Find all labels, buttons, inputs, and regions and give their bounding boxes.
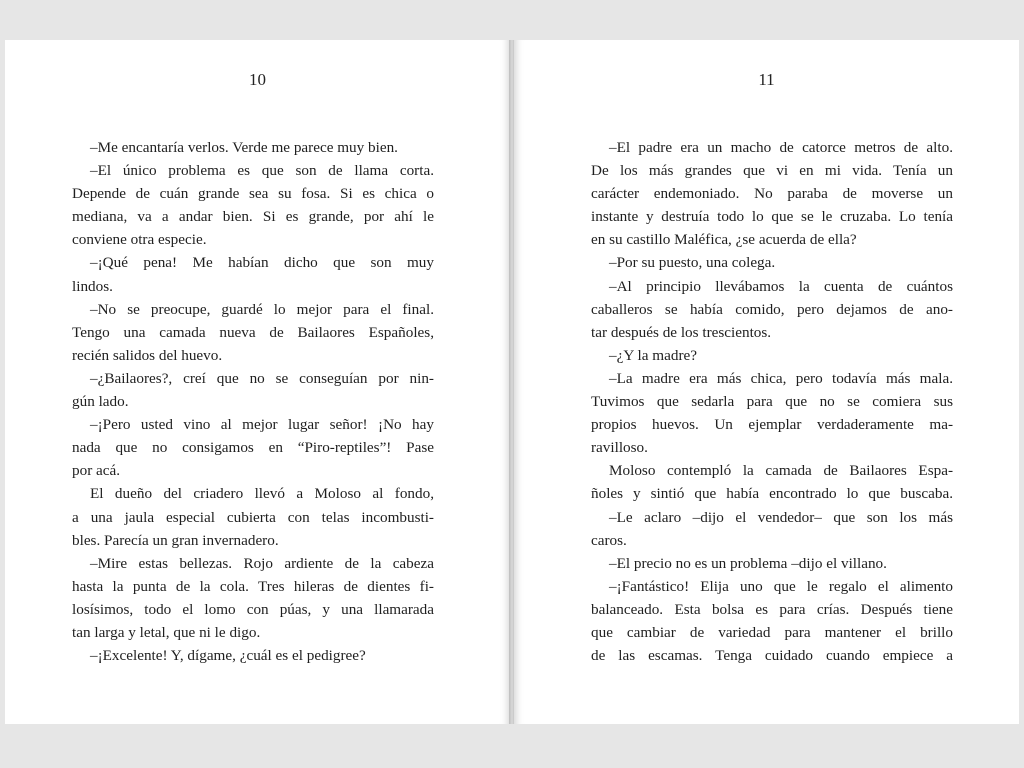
text-line: Depende de cuán grande sea su fosa. Si es chica o [72, 185, 434, 203]
text-line: gún lado. [72, 393, 129, 411]
text-line: –El precio no es un problema –dijo el villano. [609, 554, 887, 572]
text-line: balanceado. Esta bolsa es para crías. Después tiene [591, 600, 953, 618]
text-line: bles. Parecía un gran invernadero. [72, 531, 279, 549]
text-line: Tuvimos que sedarla para que no se comiera sus [591, 393, 953, 411]
left-page[interactable] [5, 40, 510, 724]
text-line: El dueño del criadero llevó a Moloso al fondo, [90, 485, 434, 503]
text-line: –Mire estas bellezas. Rojo ardiente de la cabeza [90, 554, 434, 572]
text-line: –¿Y la madre? [609, 346, 697, 364]
text-line: ñoles y sintió que había encontrado lo que buscaba. [591, 485, 953, 503]
text-line: mediana, va a andar bien. Si es grande, por ahí le [72, 208, 434, 226]
text-line: –Al principio llevábamos la cuenta de cuántos [609, 277, 953, 295]
text-line: –¡Pero usted vino al mejor lugar señor! ¡No hay [90, 416, 434, 434]
text-line: tar después de los trescientos. [591, 323, 772, 341]
right-page[interactable] [514, 40, 1019, 724]
left-page-text [72, 136, 434, 667]
text-line: –Por su puesto, una colega. [609, 254, 776, 272]
text-line: ravilloso. [591, 439, 648, 457]
text-line: instante y destruía todo lo que se le cruzaba. Lo tenía [591, 208, 953, 226]
text-line: –El único problema es que son de llama corta. [90, 162, 434, 180]
text-line: nada que no consigamos en “Piro-reptiles”! Pase [72, 439, 434, 457]
text-line: –¿Bailaores?, creí que no se conseguían por nin- [90, 369, 434, 387]
page-number-left: 10 [249, 70, 266, 89]
text-line: –El padre era un macho de catorce metros de alto. [609, 139, 953, 156]
text-line: De los más grandes que vi en mi vida. Tenía un [591, 162, 953, 180]
text-line: conviene otra especie. [72, 231, 207, 249]
text-line: caballeros se había comido, pero dejamos de ano- [591, 300, 953, 318]
text-line: hasta la punta de la cola. Tres hileras de dientes fi- [72, 577, 434, 595]
text-line: tan larga y letal, que ni le digo. [72, 623, 261, 641]
text-line: –¡Fantástico! Elija uno que le regalo el alimento [609, 577, 953, 595]
text-line: en su castillo Maléfica, ¿se acuerda de ella? [591, 231, 857, 249]
text-line: –Le aclaro –dijo el vendedor– que son los más [609, 508, 953, 526]
text-line: –No se preocupe, guardé lo mejor para el final. [90, 300, 434, 318]
text-line: losísimos, todo el lomo con púas, y una llamarada [72, 600, 434, 618]
text-line: –¡Excelente! Y, dígame, ¿cuál es el pedigree? [90, 647, 366, 665]
text-line: Tengo una camada nueva de Bailaores Españoles, [72, 323, 434, 341]
right-page-text [591, 136, 953, 667]
text-line: –Me encantaría verlos. Verde me parece muy bien. [90, 139, 398, 156]
text-line: caros. [591, 531, 627, 549]
text-line: por acá. [72, 462, 121, 480]
text-line: lindos. [72, 277, 113, 295]
text-line: de las escamas. Tenga cuidado cuando empiece a [591, 647, 953, 665]
text-line: –¡Qué pena! Me habían dicho que son muy [90, 254, 434, 272]
text-line: recién salidos del huevo. [72, 346, 223, 364]
text-line: propios huevos. Un ejemplar verdaderamente ma- [591, 416, 953, 434]
text-line: Moloso contempló la camada de Bailaores Espa- [609, 462, 953, 480]
page-number-right: 11 [758, 70, 775, 89]
text-line: carácter endemoniado. No paraba de moverse un [591, 185, 953, 203]
text-line: –La madre era más chica, pero todavía más mala. [609, 369, 953, 387]
text-line: a una jaula especial cubierta con telas incombusti- [72, 508, 434, 526]
text-line: que cambiar de variedad para mantener el brillo [591, 623, 953, 641]
